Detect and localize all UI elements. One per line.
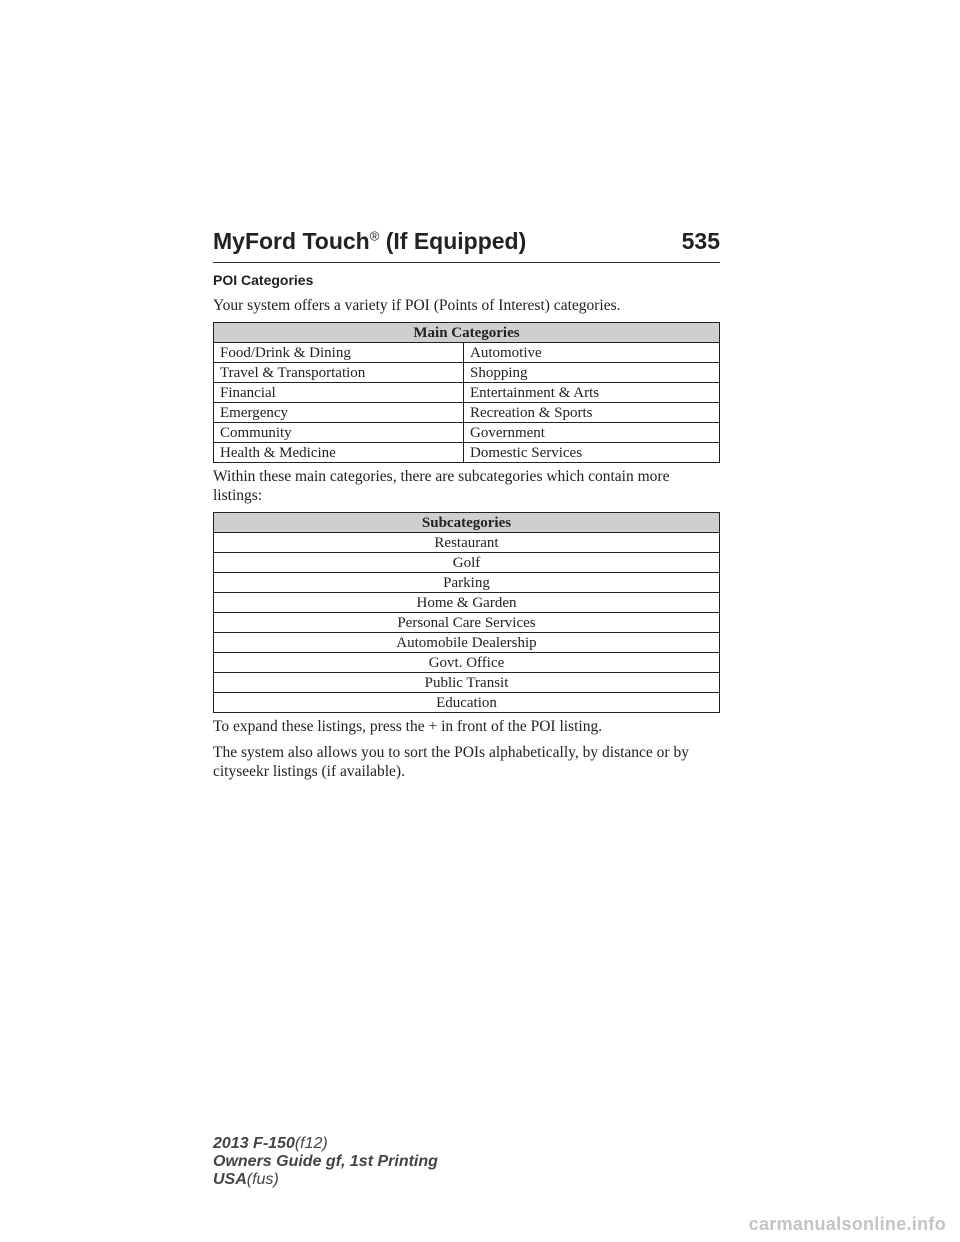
table-row xyxy=(214,403,720,423)
table-row xyxy=(214,633,720,653)
footer-model: 2013 F-150 xyxy=(213,1135,295,1152)
table-row xyxy=(214,653,720,673)
table-cell: Financial xyxy=(214,383,464,403)
running-header xyxy=(213,228,720,255)
footer-guide: Owners Guide gf, 1st Printing xyxy=(213,1153,438,1170)
table-cell: Food/Drink & Dining xyxy=(214,343,464,363)
subcategories-header: Subcategories xyxy=(214,513,720,533)
chapter-title-text: MyFord Touch xyxy=(213,228,370,254)
intro-paragraph: Your system offers a variety if POI (Points of Interest) categories. xyxy=(213,297,621,314)
table-row xyxy=(214,593,720,613)
table-cell: Personal Care Services xyxy=(214,613,720,633)
table-cell: Govt. Office xyxy=(214,653,720,673)
table-row xyxy=(214,363,720,383)
table-row xyxy=(214,443,720,463)
table-row xyxy=(214,343,720,363)
table-cell: Automobile Dealership xyxy=(214,633,720,653)
subcategories-table xyxy=(213,512,720,713)
footer-region-code: (fus) xyxy=(246,1171,279,1188)
table-row xyxy=(214,673,720,693)
table-row xyxy=(214,383,720,403)
main-categories-header: Main Categories xyxy=(214,323,720,343)
header-rule xyxy=(213,262,720,263)
footer-model-code: (f12) xyxy=(294,1135,328,1152)
table-row xyxy=(214,613,720,633)
print-footer xyxy=(213,1135,438,1189)
registered-mark: ® xyxy=(369,228,380,244)
footer-line-region xyxy=(213,1171,438,1189)
table-cell: Travel & Transportation xyxy=(214,363,464,383)
sort-instruction: The system also allows you to sort the POIs alphabetically, by distance or by cityseekr listings (if available). xyxy=(213,744,689,780)
footer-region: USA xyxy=(213,1171,247,1188)
footer-line-model xyxy=(213,1135,438,1153)
page-number: 535 xyxy=(681,228,720,254)
table-row xyxy=(214,423,720,443)
table-cell: Parking xyxy=(214,573,720,593)
expand-instruction: To expand these listings, press the + in front of the POI listing. xyxy=(213,718,603,735)
table-cell: Education xyxy=(214,693,720,713)
chapter-title-suffix: (If Equipped) xyxy=(385,228,527,254)
table-cell: Public Transit xyxy=(214,673,720,693)
table-cell: Emergency xyxy=(214,403,464,423)
table-cell: Domestic Services xyxy=(464,443,720,463)
table-cell: Health & Medicine xyxy=(214,443,464,463)
main-categories-table xyxy=(213,322,720,463)
table-row xyxy=(214,553,720,573)
table-cell: Recreation & Sports xyxy=(464,403,720,423)
table-cell: Shopping xyxy=(464,363,720,383)
table-row xyxy=(214,693,720,713)
table-cell: Community xyxy=(214,423,464,443)
table-cell: Golf xyxy=(214,553,720,573)
table-cell: Entertainment & Arts xyxy=(464,383,720,403)
footer-line-guide xyxy=(213,1153,438,1171)
subcategories-intro: Within these main categories, there are subcategories which contain more listings: xyxy=(213,468,670,504)
table-row xyxy=(214,573,720,593)
site-watermark: carmanualsonline.info xyxy=(748,1214,946,1234)
table-cell: Automotive xyxy=(464,343,720,363)
section-heading: POI Categories xyxy=(213,272,314,288)
table-cell: Restaurant xyxy=(214,533,720,553)
table-cell: Home & Garden xyxy=(214,593,720,613)
page-content xyxy=(213,270,720,788)
chapter-title xyxy=(213,228,526,255)
table-row xyxy=(214,533,720,553)
table-cell: Government xyxy=(464,423,720,443)
